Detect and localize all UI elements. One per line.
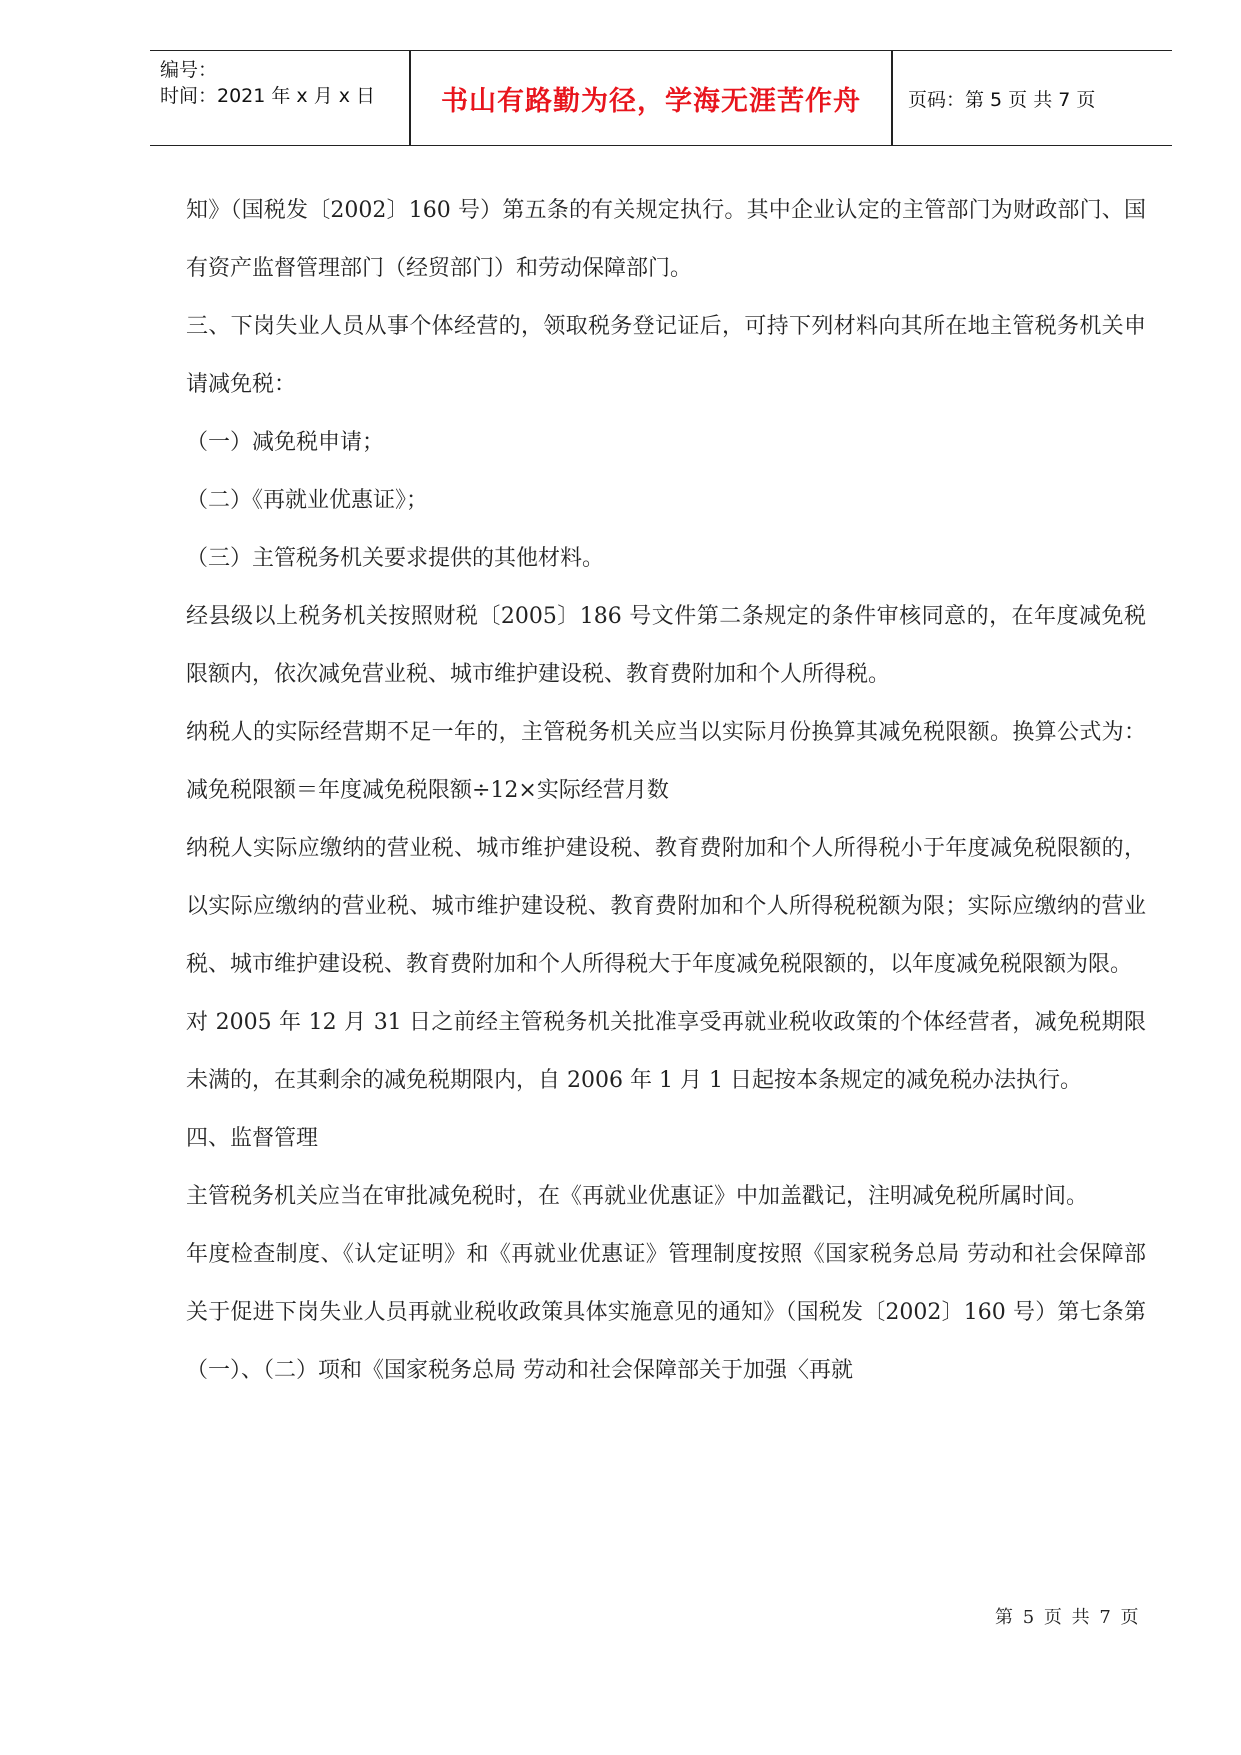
paragraph: 三、下岗失业人员从事个体经营的，领取税务登记证后，可持下列材料向其所在地主管税务机关申请减免税： [186, 314, 1146, 397]
section-heading: 四、监督管理 [186, 1126, 319, 1151]
paragraph: （二）《再就业优惠证》； [186, 488, 429, 513]
paragraph: 年度检查制度、《认定证明》和《再就业优惠证》管理制度按照《国家税务总局 劳动和社会保障部关于促进下岗失业人员再就业税收政策具体实施意见的通知》（国税发〔2002〕160 号）第七条第（一）、（二）项和《国家税务总局 劳动和社会保障部关于加强〈再就 [186, 1242, 1146, 1383]
paragraph: 纳税人实际应缴纳的营业税、城市维护建设税、教育费附加和个人所得税小于年度减免税限额的，以实际应缴纳的营业税、城市维护建设税、教育费附加和个人所得税税额为限；实际应缴纳的营业税、城市维护建设税、教育费附加和个人所得税大于年度减免税限额的，以年度减免税限额为限。 [186, 836, 1146, 977]
header-divider [409, 51, 411, 145]
time-label: 时间：2021 年 x 月 x 日 [160, 85, 376, 107]
header-divider [891, 51, 893, 145]
document-body [186, 182, 1146, 1400]
serial-label: 编号： [160, 59, 218, 81]
page-footer: 第 5 页 共 7 页 [995, 1607, 1141, 1628]
paragraph: 知》（国税发〔2002〕160 号）第五条的有关规定执行。其中企业认定的主管部门为财政部门、国有资产监督管理部门（经贸部门）和劳动保障部门。 [186, 198, 1146, 281]
paragraph: 对 2005 年 12 月 31 日之前经主管税务机关批准享受再就业税收政策的个体经营者，减免税期限未满的，在其剩余的减免税期限内，自 2006 年 1 月 1 日起按本条规定的减免税办法执行。 [186, 1010, 1146, 1093]
header-page-number: 页码：第 5 页 共 7 页 [908, 88, 1096, 111]
paragraph: 纳税人的实际经营期不足一年的，主管税务机关应当以实际月份换算其减免税限额。换算公式为：减免税限额＝年度减免税限额÷12×实际经营月数 [186, 720, 1146, 803]
paragraph: 主管税务机关应当在审批减免税时，在《再就业优惠证》中加盖戳记，注明减免税所属时间。 [186, 1184, 1089, 1209]
header-motto: 书山有路勤为径，学海无涯苦作舟 [441, 85, 861, 117]
paragraph: 经县级以上税务机关按照财税〔2005〕186 号文件第二条规定的条件审核同意的，在年度减免税限额内，依次减免营业税、城市维护建设税、教育费附加和个人所得税。 [186, 604, 1146, 687]
paragraph: （三）主管税务机关要求提供的其他材料。 [186, 546, 605, 571]
page-header [150, 50, 1172, 146]
header-meta [160, 57, 375, 109]
paragraph: （一）减免税申请； [186, 430, 385, 455]
